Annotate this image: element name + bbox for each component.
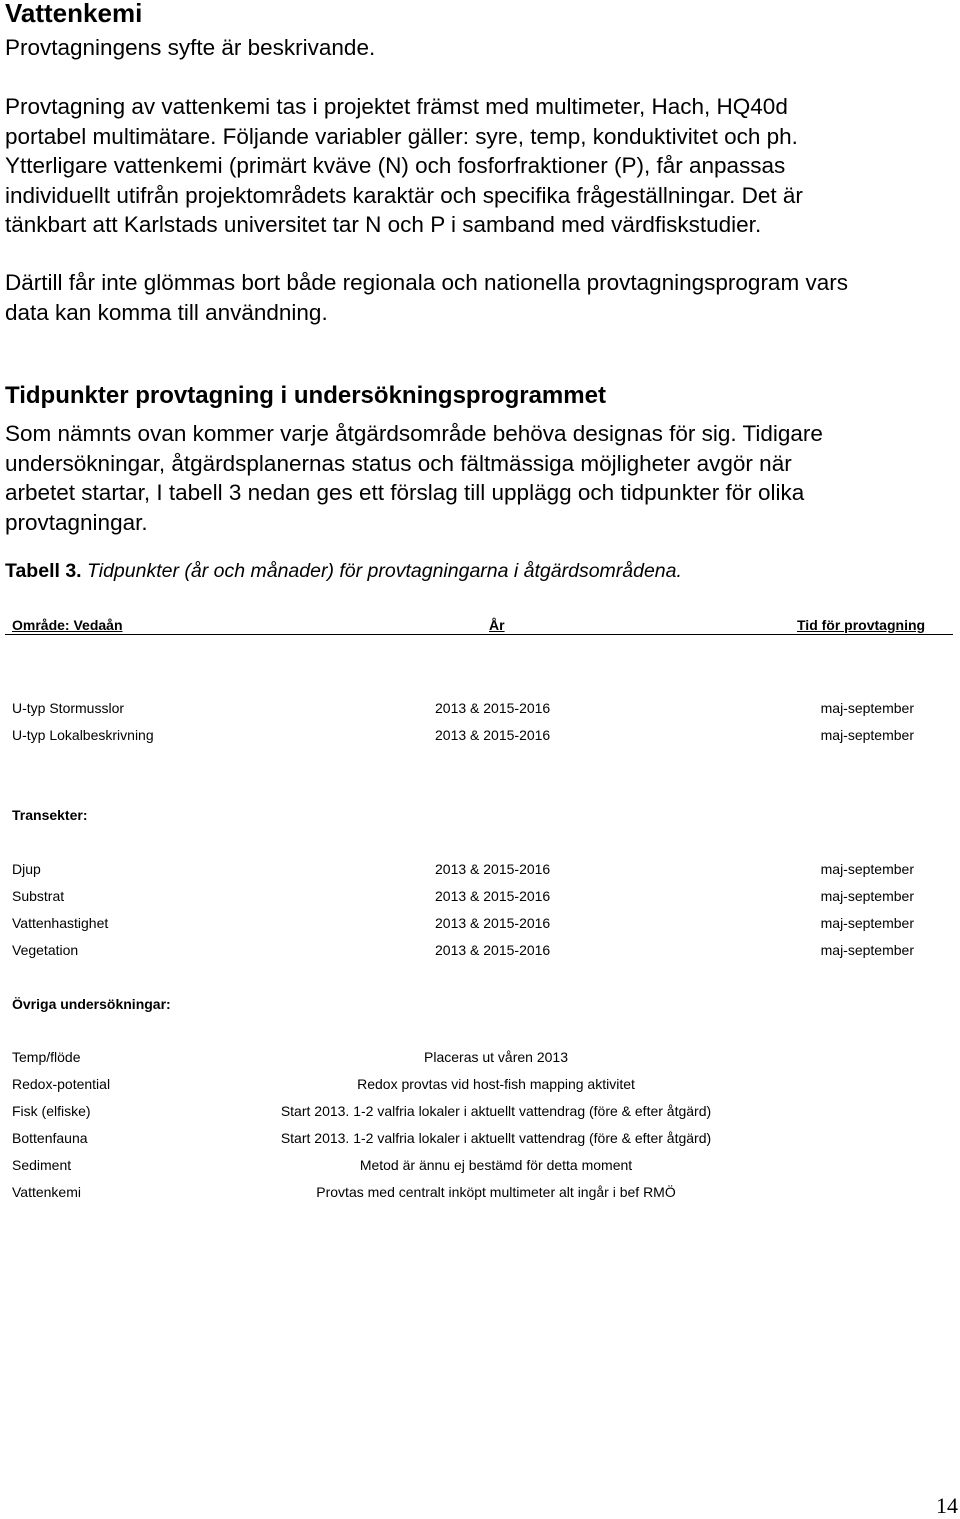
row-name: Bottenfauna (12, 1130, 88, 1146)
row-name: Vegetation (12, 942, 79, 958)
caption-label: Tabell 3. (5, 560, 82, 582)
paragraph-line: portabel multimätare. Följande variabler gäller: syre, temp, konduktivitet och ph. (5, 123, 798, 149)
row-note: Provtas med centralt inköpt multimeter alt ingår i bef RMÖ (316, 1184, 676, 1200)
column-header-year: År (489, 617, 505, 633)
row-year: 2013 & 2015-2016 (435, 888, 551, 904)
paragraph-1 (5, 92, 957, 240)
paragraph-line: Ytterligare vattenkemi (primärt kväve (N) och fosforfraktioner (P), får anpassas (5, 153, 786, 178)
column-header-area: Område: Vedaån (12, 617, 123, 633)
table-row (0, 941, 960, 959)
row-note: Placeras ut våren 2013 (424, 1049, 568, 1065)
row-name: Fisk (elfiske) (12, 1103, 91, 1119)
table-row (0, 726, 960, 744)
table-row (0, 1129, 960, 1147)
intro-sentence: Provtagningens syfte är beskrivande. (5, 35, 376, 60)
row-year: 2013 & 2015-2016 (435, 700, 551, 716)
paragraph-line: data kan komma till användning. (5, 299, 328, 325)
row-time: maj-september (820, 942, 914, 958)
row-year: 2013 & 2015-2016 (435, 915, 551, 931)
page-heading: Vattenkemi (5, 0, 143, 28)
row-name: Vattenkemi (12, 1184, 81, 1200)
row-note: Start 2013. 1-2 valfria lokaler i aktuellt vattendrag (före & efter åtgärd) (280, 1130, 712, 1146)
row-time: maj-september (820, 861, 914, 877)
table-row (0, 914, 960, 932)
row-name: Substrat (12, 888, 65, 904)
table-row (0, 1075, 960, 1093)
row-note: Start 2013. 1-2 valfria lokaler i aktuellt vattendrag (före & efter åtgärd) (280, 1103, 712, 1119)
row-name: U-typ Stormusslor (12, 700, 125, 716)
row-note: Metod är ännu ej bestämd för detta moment (359, 1157, 633, 1173)
table-row (0, 1048, 960, 1066)
table-row (0, 699, 960, 717)
caption-text: Tidpunkter (år och månader) för provtagningarna i åtgärdsområdena. (81, 560, 682, 582)
row-time: maj-september (820, 700, 914, 716)
row-year: 2013 & 2015-2016 (435, 942, 551, 958)
row-time: maj-september (820, 915, 914, 931)
table-row (0, 860, 960, 878)
section-heading: Tidpunkter provtagning i undersökningsprogrammet (5, 382, 606, 409)
row-name: U-typ Lokalbeskrivning (12, 727, 154, 743)
paragraph-line: arbetet startar, I tabell 3 nedan ges ett förslag till upplägg och tidpunkter för olika (5, 480, 805, 505)
table-row (0, 1183, 960, 1201)
table-row (0, 1102, 960, 1120)
row-year: 2013 & 2015-2016 (435, 727, 551, 743)
row-note: Redox provtas vid host-fish mapping aktivitet (357, 1076, 635, 1092)
paragraph-line: Därtill får inte glömmas bort både regionala och nationella provtagningsprogram vars (5, 270, 848, 295)
section-label-ovriga: Övriga undersökningar: (12, 996, 171, 1012)
paragraph-line: individuellt utifrån projektområdets karaktär och specifika frågeställningar. Det är (5, 182, 803, 208)
page-number: 14 (936, 1493, 958, 1518)
paragraph-line: Provtagning av vattenkemi tas i projektet främst med multimeter, Hach, HQ40d (5, 94, 788, 119)
row-year: 2013 & 2015-2016 (435, 861, 551, 877)
table-row (0, 887, 960, 905)
row-name: Vattenhastighet (12, 915, 109, 931)
header-rule (5, 634, 953, 635)
row-time: maj-september (820, 888, 914, 904)
column-header-time: Tid för provtagning (797, 617, 926, 633)
row-time: maj-september (820, 727, 914, 743)
table-row (0, 1156, 960, 1174)
paragraph-line: provtagningar. (5, 509, 148, 535)
row-name: Djup (12, 861, 41, 877)
row-name: Temp/flöde (12, 1049, 81, 1065)
paragraph-line: undersökningar, åtgärdsplanernas status och fältmässiga möjligheter avgör när (5, 450, 792, 476)
row-name: Sediment (12, 1157, 72, 1173)
paragraph-2 (5, 268, 957, 327)
paragraph-line: Som nämnts ovan kommer varje åtgärdsområde behöva designas för sig. Tidigare (5, 421, 823, 446)
section-label-transekter: Transekter: (12, 807, 88, 823)
row-name: Redox-potential (12, 1076, 111, 1092)
table-caption (5, 558, 682, 584)
paragraph-3 (5, 419, 957, 537)
paragraph-line: tänkbart att Karlstads universitet tar N och P i samband med värdfiskstudier. (5, 212, 762, 237)
